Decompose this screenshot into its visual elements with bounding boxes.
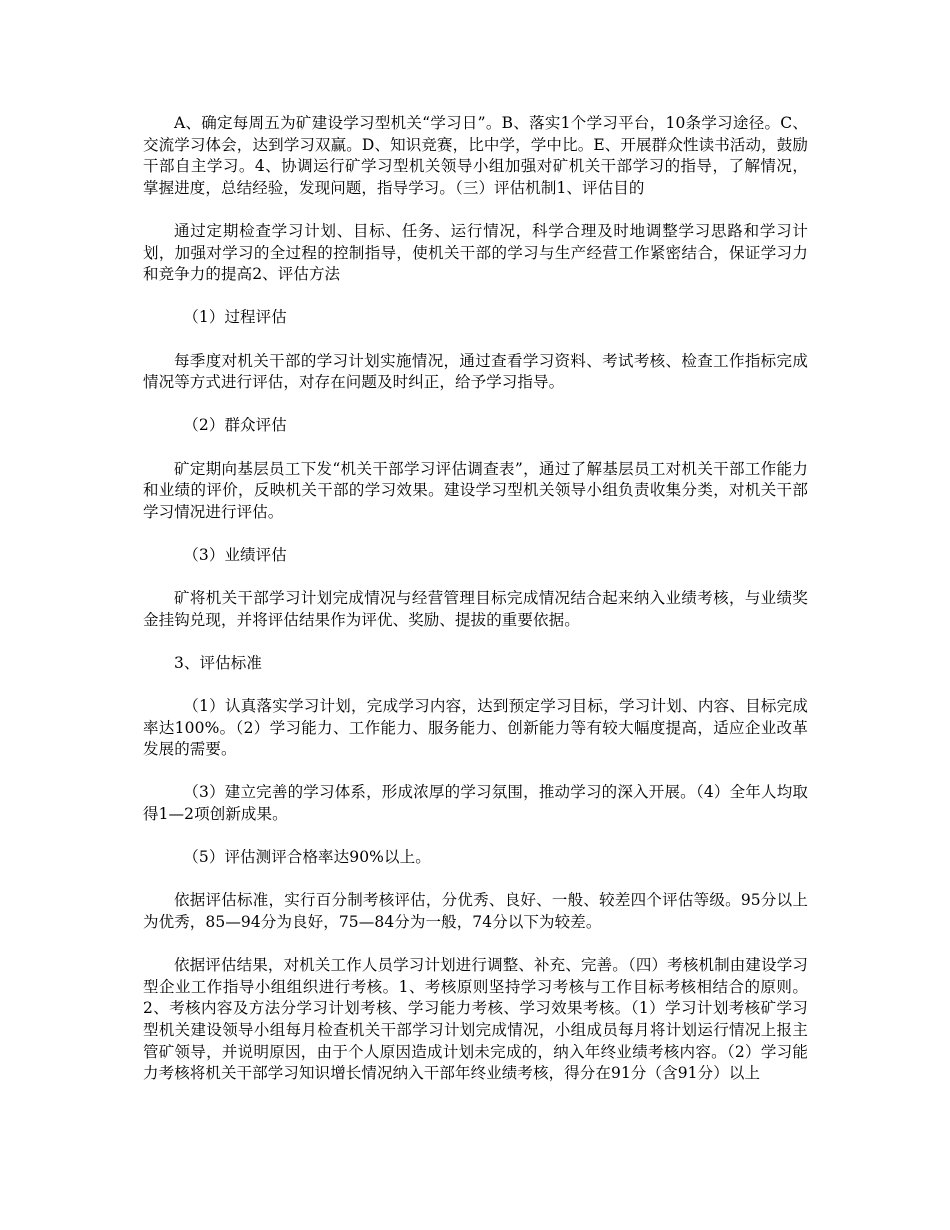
paragraph-grading-levels: 依据评估标准，实行百分制考核评估，分优秀、良好、一般、较差四个评估等级。95分以上为优秀，85—94分为良好，75—84分为一般，74分以下为较差。	[143, 891, 808, 931]
heading-mass-evaluation: （2）群众评估	[183, 416, 287, 435]
paragraph-assessment-mechanism: 依据评估结果，对机关工作人员学习计划进行调整、补充、完善。（四）考核机制由建设学习型企业工作指导小组组织进行考核。1、考核原则坚持学习考核与工作目标考核相结合的原则。2、考核内容及方法分学习计划考核、学习能力考核、学习效果考核。（1）学习计划考核矿学习型机关建设领导小组每月检查机关干部学习计划完成情况，小组成员每月将计划运行情况上报主管矿领导，并说明原因，由于个人原因造成计划未完成的，纳入年终业绩考核内容。（2）学习能力考核将机关干部学习知识增长情况纳入干部年终业绩考核，得分在91分（含91分）以上	[143, 956, 808, 1083]
heading-process-evaluation: （1）过程评估	[183, 308, 287, 327]
paragraph-standard-1-2: （1）认真落实学习计划，完成学习内容，达到预定学习目标，学习计划、内容、目标完成率达100%。（2）学习能力、工作能力、服务能力、创新能力等有较大幅度提高，适应企业改革发展的需要。	[143, 697, 808, 759]
paragraph-process-evaluation: 每季度对机关干部的学习计划实施情况，通过查看学习资料、考试考核、检查工作指标完成情况等方式进行评估，对存在问题及时纠正，给予学习指导。	[143, 351, 808, 392]
document-body	[143, 113, 808, 1085]
paragraph-evaluation-purpose: 通过定期检查学习计划、目标、任务、运行情况，科学合理及时地调整学习思路和学习计划，加强对学习的全过程的控制指导，使机关干部的学习与生产经营工作紧密结合，保证学习力和竞争力的提高2、评估方法	[143, 221, 808, 284]
heading-performance-evaluation: （3）业绩评估	[183, 545, 287, 564]
paragraph-standard-5: （5）评估测评合格率达90%以上。	[183, 848, 431, 867]
paragraph-study-day: A、确定每周五为矿建设学习型机关“学习日”。B、落实1个学习平台，10条学习途径。C、交流学习体会，达到学习双赢。D、知识竞赛，比中学，学中比。E、开展群众性读书活动，鼓励干部自主学习。4、协调运行矿学习型机关领导小组加强对矿机关干部学习的指导，了解情况，掌握进度，总结经验，发现问题，指导学习。（三）评估机制1、评估目的	[143, 114, 808, 197]
paragraph-mass-evaluation: 矿定期向基层员工下发“机关干部学习评估调查表”，通过了解基层员工对机关干部工作能力和业绩的评价，反映机关干部的学习效果。建设学习型机关领导小组负责收集分类，对机关干部学习情况进行评估。	[143, 459, 808, 521]
paragraph-standard-3-4: （3）建立完善的学习体系，形成浓厚的学习氛围，推动学习的深入开展。（4）全年人均取得1—2项创新成果。	[143, 783, 808, 823]
paragraph-performance-evaluation: 矿将机关干部学习计划完成情况与经营管理目标完成情况结合起来纳入业绩考核，与业绩奖金挂钩兑现，并将评估结果作为评优、奖励、提拔的重要依据。	[143, 589, 808, 629]
heading-evaluation-standards: 3、评估标准	[174, 653, 262, 672]
